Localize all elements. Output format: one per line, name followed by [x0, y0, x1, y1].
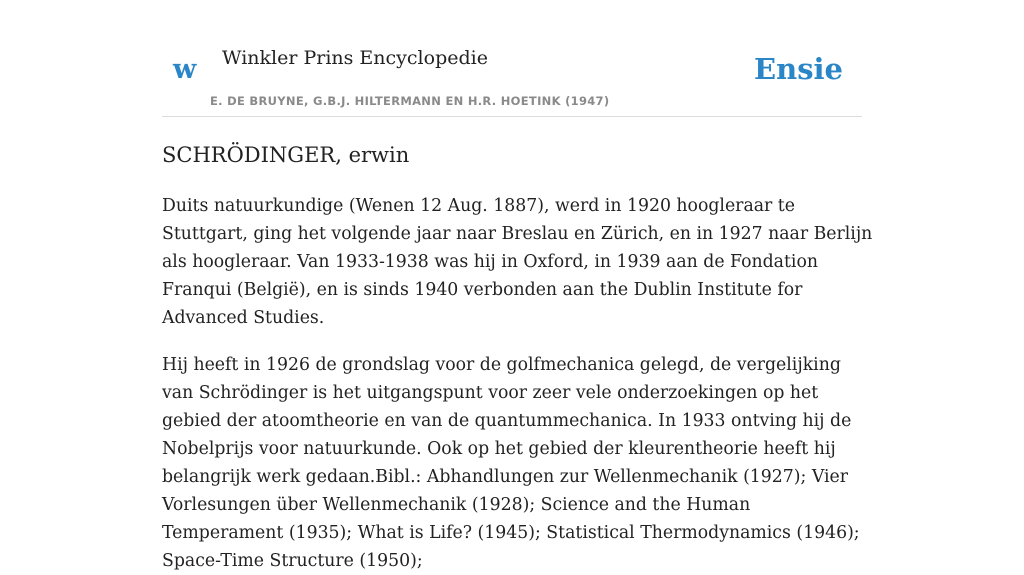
- winkler-prins-logo[interactable]: w: [173, 54, 197, 85]
- article-paragraph-1: Duits natuurkundige (Wenen 12 Aug. 1887), werd in 1920 hoogleraar te Stuttgart, ging het volgende jaar naar Breslau en Zürich, en in 1927 naar Berlijn als hoogleraar. Van 1933-1938 was hij in Oxford, in 1939 aan de Fondation Franqui (België), en is sinds 1940 verbonden aan the Dublin Institute for Advanced Studies.: [162, 196, 873, 328]
- article-title: SCHRÖDINGER, erwin: [162, 143, 410, 167]
- article-paragraph-2: Hij heeft in 1926 de grondslag voor de golfmechanica gelegd, de vergelijking van Schrödinger is het uitgangspunt voor zeer vele onderzoekingen op het gebied der atoomtheorie en van de quantummechanica. In 1933 ontving hij de Nobelprijs voor natuurkunde. Ook op het gebied der kleurentheorie heeft hij belangrijk werk gedaan.Bibl.: Abhandlungen zur Wellenmechanik (1927); Vier Vorlesungen über Wellenmechanik (1928); Science and the Human Temperament (1935); What is Life? (1945); Statistical Thermodynamics (1946); Space-Time Structure (1950);: [162, 355, 860, 571]
- article: [162, 138, 874, 575]
- ensie-logo-link[interactable]: Ensie: [754, 52, 843, 86]
- authors-line: E. DE BRUYNE, G.B.J. HILTERMANN EN H.R. HOETINK (1947): [210, 94, 610, 108]
- header: [162, 0, 862, 117]
- site-title: Winkler Prins Encyclopedie: [222, 47, 488, 69]
